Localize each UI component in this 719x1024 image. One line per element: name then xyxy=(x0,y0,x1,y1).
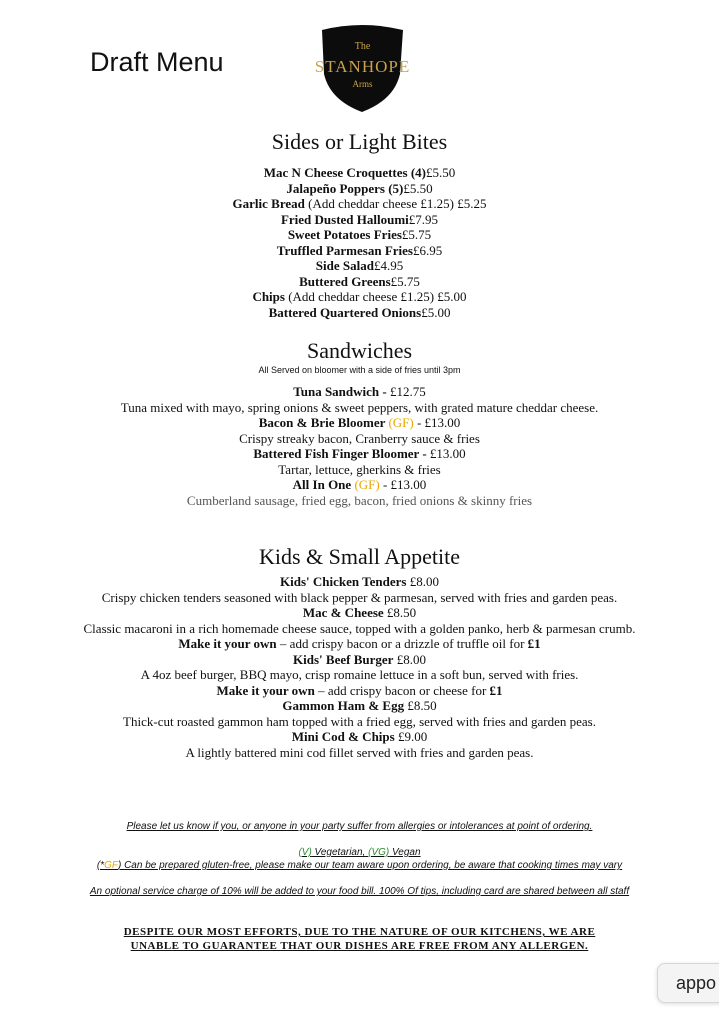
sides-title: Sides or Light Bites xyxy=(271,129,448,154)
side-item xyxy=(0,165,719,181)
kids-item-text: Classic macaroni in a rich homemade cheese sauce, topped with a golden panko, herb & parmesan crumb. xyxy=(83,620,636,636)
sandwich-item xyxy=(0,446,719,462)
sandwich-item-desc: Tuna mixed with mayo, spring onions & sweet peppers, with grated mature cheddar cheese. xyxy=(120,399,599,415)
kids-item-name: Mini Cod & Chips xyxy=(291,729,395,744)
veg-v-tag: (V) xyxy=(298,847,312,858)
gf-text: ) Can be prepared gluten-free, please make our team aware upon ordering, be aware that cooking times may vary xyxy=(117,860,623,871)
side-item xyxy=(0,305,719,321)
kids-item-extra-price: £1 xyxy=(489,682,503,698)
side-item-name: Buttered Greens xyxy=(299,273,391,289)
veg-vg-text: Vegan xyxy=(389,847,421,858)
sandwich-item xyxy=(0,384,719,400)
side-item-price: £5.75 xyxy=(390,273,420,289)
allergy-notice: Please let us know if you, or anyone in your party suffer from allergies or intolerances at point of ordering. xyxy=(126,821,593,832)
kids-item-text: £8.00 xyxy=(406,574,439,589)
kids-item-name: Gammon Ham & Egg xyxy=(282,698,405,713)
side-item-price: £5.00 xyxy=(421,304,451,320)
kids-line xyxy=(0,574,719,590)
kids-item-text: £8.00 xyxy=(393,651,426,667)
side-item xyxy=(0,243,719,259)
veg-v-text: Vegetarian, xyxy=(311,847,369,858)
sandwich-item xyxy=(0,415,719,431)
kids-item-text: – add crispy bacon or a drizzle of truffle oil for xyxy=(276,636,528,651)
sides-list xyxy=(0,165,719,320)
side-item-name: Truffled Parmesan Fries xyxy=(276,242,413,258)
kids-item-name: Kids' Chicken Tenders xyxy=(280,574,407,589)
side-item-price: £5.00 xyxy=(437,289,467,304)
veg-vg-tag: (VG) xyxy=(368,847,390,858)
kids-line xyxy=(0,621,719,637)
side-item-price: £5.75 xyxy=(401,227,432,242)
kids-line xyxy=(0,714,719,730)
kids-item-text: – add crispy bacon or cheese for xyxy=(314,682,490,698)
sandwich-item-price: £13.00 xyxy=(429,446,466,461)
side-item-name: Side Salad xyxy=(315,258,374,273)
sandwich-item-desc: Crispy streaky bacon, Cranberry sauce & fries xyxy=(239,430,480,446)
side-item-name: Fried Dusted Halloumi xyxy=(280,211,409,227)
gf-tag: (GF) xyxy=(388,415,414,430)
kids-line xyxy=(0,605,719,621)
kids-line xyxy=(0,590,719,606)
sandwich-item-price: - £13.00 xyxy=(379,477,427,492)
sandwich-item-price: £12.75 xyxy=(389,384,426,399)
side-item-price: £6.95 xyxy=(412,242,443,258)
sandwich-item-name: Tuna Sandwich - xyxy=(293,384,390,399)
kids-list xyxy=(0,574,719,760)
sides-section xyxy=(0,129,719,320)
allergen-warning xyxy=(0,925,719,953)
allergen-warning-line2: UNABLE TO GUARANTEE THAT OUR DISHES ARE FREE FROM ANY ALLERGEN. xyxy=(130,940,589,952)
side-item-price: £5.50 xyxy=(425,165,456,180)
kids-line xyxy=(0,636,719,652)
kids-item-text: £8.50 xyxy=(383,605,417,620)
kids-line xyxy=(0,745,719,761)
logo-line1: The xyxy=(354,41,371,52)
sandwich-item-name: Battered Fish Finger Bloomer - xyxy=(253,446,430,461)
side-item-note: (Add cheddar cheese £1.25) xyxy=(284,289,438,304)
side-item-name: Sweet Potatoes Fries xyxy=(287,227,402,242)
side-item xyxy=(0,289,719,305)
sandwich-item-price: - £13.00 xyxy=(413,415,461,430)
sandwiches-title: Sandwiches xyxy=(306,338,413,363)
kids-item-extra-price: £1 xyxy=(527,636,541,651)
kids-section xyxy=(0,544,719,760)
kids-title: Kids & Small Appetite xyxy=(258,544,461,569)
sandwich-item-desc: Tartar, lettuce, gherkins & fries xyxy=(278,461,441,477)
side-item-name: Jalapeño Poppers (5) xyxy=(286,180,404,196)
kids-item-name: Make it your own xyxy=(178,636,277,651)
kids-item-text: £8.50 xyxy=(404,698,437,713)
sandwich-list xyxy=(0,384,719,508)
side-item-name: Battered Quartered Onions xyxy=(268,304,422,320)
stanhope-arms-logo xyxy=(300,22,425,114)
side-item xyxy=(0,212,719,228)
side-item-price: £7.95 xyxy=(408,211,439,227)
sandwich-item xyxy=(0,477,719,493)
sandwich-item-name: Bacon & Brie Bloomer xyxy=(258,415,389,430)
side-item xyxy=(0,258,719,274)
kids-line xyxy=(0,667,719,683)
kids-item-text: Thick-cut roasted gammon ham topped with a fried egg, served with fries and garden peas. xyxy=(123,713,596,729)
sandwich-item-name: All In One xyxy=(292,477,355,492)
veg-legend xyxy=(0,847,719,858)
kids-item-name: Mac & Cheese xyxy=(302,605,384,620)
gf-prefix: (* xyxy=(96,860,105,871)
kids-item-text: £9.00 xyxy=(394,729,428,744)
side-item xyxy=(0,196,719,212)
kids-line xyxy=(0,698,719,714)
sandwiches-section xyxy=(0,338,719,508)
side-item-name: Mac N Cheese Croquettes (4) xyxy=(263,165,426,180)
kids-item-text: A lightly battered mini cod fillet served with fries and garden peas. xyxy=(185,744,534,760)
kids-line xyxy=(0,683,719,699)
side-item-note: (Add cheddar cheese £1.25) xyxy=(304,196,458,211)
side-item xyxy=(0,274,719,290)
service-charge-notice: An optional service charge of 10% will be added to your food bill. 100% Of tips, including card are shared between all staff xyxy=(89,886,630,897)
gf-tag: GF xyxy=(104,860,118,871)
kids-line xyxy=(0,652,719,668)
allergen-warning-line1: DESPITE OUR MOST EFFORTS, DUE TO THE NATURE OF OUR KITCHENS, WE ARE xyxy=(123,926,596,938)
sandwich-item-desc: Cumberland sausage, fried egg, bacon, fried onions & skinny fries xyxy=(186,492,533,508)
logo-line3: Arms xyxy=(352,79,373,89)
gf-legend xyxy=(0,860,719,871)
side-item-price: £5.50 xyxy=(403,180,433,196)
side-item-name: Garlic Bread xyxy=(232,196,305,211)
kids-item-text: A 4oz beef burger, BBQ mayo, crisp romaine lettuce in a soft bun, served with fries. xyxy=(140,667,579,682)
side-item-price: £4.95 xyxy=(373,258,404,273)
sandwiches-subtitle: All Served on bloomer with a side of fries until 3pm xyxy=(258,365,461,375)
kids-line xyxy=(0,729,719,745)
kids-item-name: Kids' Beef Burger xyxy=(293,651,394,667)
draft-menu-title: Draft Menu xyxy=(90,47,224,77)
logo-line2: STANHOPE xyxy=(314,57,411,76)
side-item-name: Chips xyxy=(252,289,285,304)
kids-item-name: Make it your own xyxy=(216,682,315,698)
suggestion-tooltip[interactable]: appo xyxy=(657,963,719,1003)
side-item xyxy=(0,181,719,197)
gf-tag: (GF) xyxy=(354,477,380,492)
side-item xyxy=(0,227,719,243)
kids-item-text: Crispy chicken tenders seasoned with black pepper & parmesan, served with fries and garden peas. xyxy=(101,589,618,605)
side-item-price: £5.25 xyxy=(457,196,487,211)
